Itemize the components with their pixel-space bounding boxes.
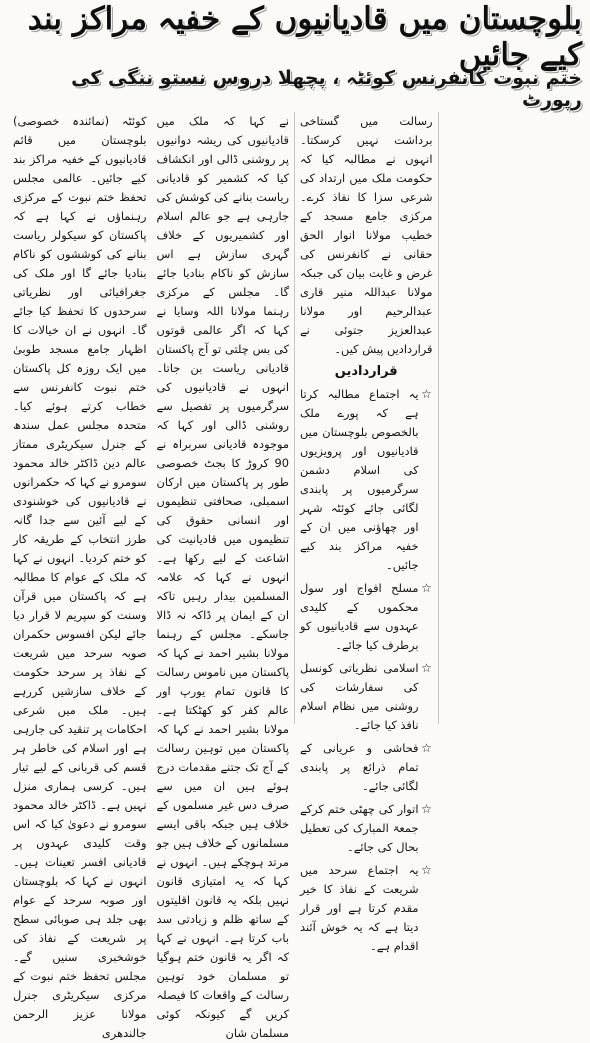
- article-paragraph: کوئٹہ (نمائندہ خصوصی) بلوچستان میں قائم قادیانیوں کے خفیہ مراکز بند کیے جائیں۔ عالمی مجلس تحفظ ختم نبوت کے مرکزی رہنماؤں نے کہا ہے کہ پاکستان کو سیکولر ریاست بنانے کی کوششوں کو ناکام بنادیا جائے گا اور ملک کی جغرافیائی اور نظریاتی سرحدوں کا تحفظ کیا جائے گا۔ انہوں نے ان خیالات کا اظہار جامع مسجد طوبیٰ میں ایک روزہ کل پاکستان ختم نبوت کانفرنس سے خطاب کرتے ہوئے کیا۔ متحدہ مجلس عمل سندھ کے جنرل سیکریٹری ممتاز عالم دین ڈاکٹر خالد محمود سومرو نے کہا کہ حکمرانوں نے قادیانیوں کی خوشنودی کے لیے آئین سے جدا گانہ طرز انتخاب کے طریقہ کار کو ختم کردیا۔ انہوں نے کہا کہ ملک کے عوام کا مطالبہ ہے کہ پاکستان میں قرآن وسنت کو سپریم لا قرار دیا جائے لیکن افسوس حکمران صوبہ سرحد میں شریعت کے نفاذ پر سرحد حکومت کے خلاف سازشیں کررہے ہیں۔ ملک میں شرعی احکامات پر تنقید کی جارہی ہے اور اسلام کی خاطر ہر قسم کی قربانی کے لیے تیار ہیں۔ کرسی ہماری منزل نہیں ہے۔ ڈاکٹر خالد محمود سومرو نے دعویٰ کیا کہ اس وقت کلیدی عہدوں پر قادیانی افسر تعینات ہیں۔ انہوں نے کہا کہ بلوچستان اور صوبہ سرحد کے عوام بھی جلد ہی صوبائی سطح پر شریعت کے نفاذ کی خوشخبری سنیں گے۔ مجلس تحفظ ختم نبوت کے مرکزی سیکریٹری جنرل مولانا عزیز الرحمن جالندھری: [13, 114, 147, 1040]
- resolution-text: مسلح افواج اور سول محکموں کے کلیدی عہدوں سے قادیانیوں کو برطرف کیا جائے۔: [300, 581, 419, 652]
- resolution-text: یہ اجتماع سرحد میں شریعت کے نفاذ کا خیر مقدم کرتا ہے اور قرار دیتا ہے کہ یہ خوش آئند اقدام ہے۔: [300, 863, 419, 953]
- resolution-text: اسلامی نظریاتی کونسل کی سفارشات کی روشنی میں نظام اسلام نافذ کیا جائے۔: [300, 661, 419, 732]
- star-bullet-icon: ☆: [421, 741, 432, 755]
- star-bullet-icon: ☆: [421, 661, 432, 675]
- resolution-text: اتوار کی چھٹی ختم کرکے جمعۃ المبارک کی تعطیل بحال کی جائے۔: [300, 802, 419, 854]
- resolution-item: [300, 659, 433, 739]
- article-column-1: [8, 112, 152, 1040]
- resolution-item: [300, 579, 433, 659]
- article-paragraph: رسالت میں گستاخی برداشت نہیں کرسکتا۔ انہوں نے مطالبہ کیا کہ حکومت ملک میں ارتداد کی شرعی سزا کا نفاذ کرے۔ مرکزی جامع مسجد کے خطیب مولانا انوار الحق حقانی نے کانفرنس کی غرض و غایت بیان کی جبکہ مولانا عبداللہ منیر قاری عبدالرحیم اور مولانا عبدالعزیز جتوئی نے قراردادیں پیش کیں۔: [300, 114, 433, 356]
- star-bullet-icon: ☆: [421, 581, 432, 595]
- article-column-3: [295, 112, 439, 953]
- resolutions-heading: قراردادیں: [334, 364, 398, 379]
- resolution-item: [300, 861, 433, 960]
- article-paragraph: نے کہا کہ ملک میں قادیانیوں کی ریشہ دوانیوں پر روشنی ڈالی اور انکشاف کیا کہ کشمیر کو قادیانی ریاست بنانے کی کوشش کی جارہی ہے جو عالم اسلام اور کشمیریوں کے خلاف گہری سازش ہے اس سازش کو ناکام بنادیا جائے گا۔ مجلس کے مرکزی رہنما مولانا اللہ وسایا نے کہا کہ اگر عالمی قوتوں کی بس چلتی تو آج پاکستان قادیانی ریاست بن جاتا۔ انہوں نے قادیانیوں کی سرگرمیوں پر تفصیل سے روشنی ڈالی اور کہا کہ موجودہ قادیانی سربراہ نے 90 کروڑ کا بجٹ خصوصی طور پر پاکستان میں ارکان اسمبلی، صحافتی تنظیموں اور انسانی حقوق کی تنظیموں میں قادیانیت کی اشاعت کے لیے رکھا ہے۔ انہوں نے کہا کہ علامہ المسلمین بیدار رہیں تاکہ ان کے ایمان پر ڈاکہ نہ ڈالا جاسکے۔ مجلس کے رہنما مولانا بشیر احمد نے کہا کہ پاکستان میں ناموس رسالت کا قانون تمام یورپ اور عالم کفر کو کھٹکتا ہے۔ مولانا بشیر احمد نے کہا کہ پاکستان میں توہین رسالت کے آج تک جتنے مقدمات درج ہوئے ہیں ان میں سے صرف دس غیر مسلموں کے خلاف ہیں جبکہ باقی ایسے مسلمانوں کے خلاف ہیں جو مرتد ہوچکے ہیں۔ انہوں نے کہا کہ یہ امتیازی قانون نہیں بلکہ یہ قانون اقلیتوں کے ساتھ ظلم و زیادتی سد باب کرتا ہے۔ انہوں نے کہا کہ اگر یہ قانون ختم ہوگیا تو مسلمان خود توہین رسالت کے واقعات کا فیصلہ کریں گے کیونکہ کوئی مسلمان شان: [156, 114, 289, 1040]
- resolution-item: [300, 800, 433, 861]
- star-bullet-icon: ☆: [421, 387, 432, 401]
- subheadline: ختم نبوت کانفرنس کوئٹہ ، پچھلا دروس نستو ننگی کی رپورٹ: [71, 67, 582, 111]
- resolution-item: [300, 739, 433, 800]
- resolution-text: فحاشی و عریانی کے تمام ذرائع پر پابندی لگائی جائے۔: [300, 741, 419, 793]
- star-bullet-icon: ☆: [421, 863, 432, 877]
- article-columns: [8, 112, 582, 1040]
- headline: بلوچستان میں قادیانیوں کے خفیہ مراکز بند کیے جائیں: [27, 1, 582, 73]
- resolution-item: [300, 385, 433, 579]
- article-column-2: [152, 112, 296, 1040]
- star-bullet-icon: ☆: [421, 802, 432, 816]
- resolution-text: یہ اجتماع مطالبہ کرتا ہے کہ پورے ملک بالخصوص بلوچستان میں قادیانیوں اور پرویزیوں کی اسلام دشمن سرگرمیوں پر پابندی لگائی جائے کوئٹہ شہر اور چھاؤنی میں ان کے خفیہ مراکز بند کیے جائیں۔: [300, 387, 419, 572]
